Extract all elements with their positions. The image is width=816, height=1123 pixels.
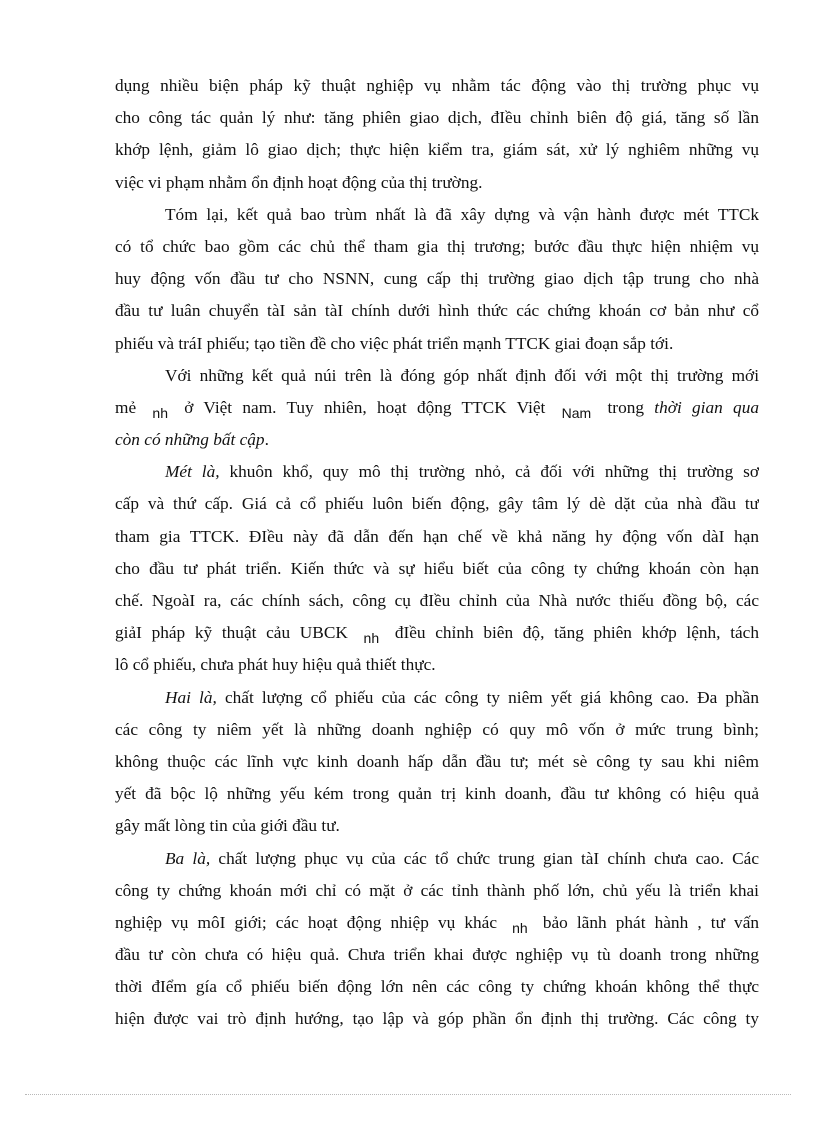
- text-line: [115, 553, 759, 585]
- text-run: đầu tư còn chưa có hiệu quả. Chưa triển khai được nghiệp vụ tù doanh trong những: [115, 945, 759, 965]
- text-run: chất lượng cổ phiếu của các công ty niêm yết giá không cao. Đa phần: [216, 687, 759, 707]
- lowered-fragment: nh: [152, 404, 168, 421]
- text-line: [115, 649, 759, 681]
- text-line: [115, 778, 759, 810]
- text-line: [115, 682, 759, 714]
- italic-run: Ba là,: [165, 848, 211, 868]
- text-run: cho đầu tư phát triển. Kiến thức và sự hiểu biết của công ty chứng khoán còn hạn: [115, 558, 759, 578]
- page-bottom-rule: [25, 1094, 791, 1095]
- text-line: [115, 295, 759, 327]
- lowered-fragment: nh: [363, 630, 380, 647]
- text-run: chế. NgoàI ra, các chính sách, công cụ đIều chỉnh của Nhà nước thiếu đồng bộ, các: [115, 591, 759, 610]
- text-run: cho công tác quản lý như: tăng phiên giao dịch, đIều chỉnh biên độ giá, tăng số lần: [115, 108, 759, 128]
- text-line: [115, 939, 759, 971]
- text-line: [115, 746, 759, 778]
- text-run: cấp và thứ cấp. Giá cả cổ phiếu luôn biến động, gây tâm lý dè dặt của nhà đầu tư: [115, 494, 759, 514]
- text-line: [115, 424, 759, 456]
- text-run: Tóm lại, kết quả bao trùm nhất là đã xây dựng và vận hành được mét TTCk: [165, 204, 759, 224]
- text-line: [115, 134, 759, 166]
- text-run: ở Việt nam. Tuy nhiên, hoạt động TTCK Việt: [173, 397, 556, 417]
- text-line: [115, 231, 759, 263]
- text-run: mẻ: [115, 397, 147, 417]
- text-run: yết đã bộc lộ những yếu kém trong quản trị kinh doanh, đầu tư không có hiệu quả: [115, 784, 759, 804]
- text-line: [115, 843, 759, 875]
- text-run: hiện được vai trò định hướng, tạo lập và góp phần ổn định thị trường. Các công ty: [115, 1009, 759, 1029]
- italic-run: thời gian qua: [654, 397, 759, 417]
- text-run: các công ty niêm yết là những doanh nghiệp có quy mô vốn ở mức trung bình;: [115, 719, 759, 739]
- text-run: giảI pháp kỹ thuật cảu UBCK: [115, 623, 358, 643]
- text-line: [115, 1003, 759, 1035]
- text-line: [115, 328, 759, 360]
- text-line: [115, 167, 759, 199]
- text-run: gây mất lòng tin của giới đầu tư.: [115, 816, 340, 836]
- text-line: [115, 263, 759, 295]
- text-line: [115, 488, 759, 520]
- text-run: việc vi phạm nhằm ổn định hoạt động của thị trường.: [115, 172, 483, 192]
- text-run: nghiệp vụ môI giới; các hoạt động nhiệp vụ khác: [115, 912, 507, 932]
- text-line: [115, 875, 759, 907]
- text-line: [115, 521, 759, 553]
- text-run: đIều chỉnh biên độ, tăng phiên khớp lệnh, tách: [385, 623, 759, 643]
- italic-run: Hai là,: [165, 687, 217, 707]
- text-run: phiếu và tráI phiếu; tạo tiền đề cho việc phát triển mạnh TTCK giai đoạn sắp tới.: [115, 333, 674, 353]
- text-line: [115, 360, 759, 392]
- text-run: Với những kết quả núi trên là đóng góp nhất định đối với một thị trường mới: [165, 365, 759, 385]
- text-line: [115, 585, 759, 617]
- text-line: [115, 456, 759, 488]
- text-run: tham gia TTCK. ĐIều này đã dẫn đến hạn chế về khả năng hy động vốn dàI hạn: [115, 526, 759, 546]
- text-line: [115, 971, 759, 1003]
- text-line: [115, 810, 759, 842]
- text-run: đầu tư luân chuyển tàI sản tàI chính dưới hình thức các chứng khoán cơ bản như cổ: [115, 301, 759, 321]
- italic-run: Mét là,: [165, 462, 220, 482]
- text-line: [115, 392, 759, 424]
- text-run: lô cổ phiếu, chưa phát huy hiệu quả thiết thực.: [115, 655, 436, 675]
- italic-run: còn có những bất cập: [115, 430, 265, 450]
- text-run: khớp lệnh, giảm lô giao dịch; thực hiện kiểm tra, giám sát, xử lý nghiêm những vụ: [115, 140, 759, 160]
- text-run: trong: [597, 397, 655, 417]
- body-text: [115, 70, 759, 1036]
- text-line: [115, 907, 759, 939]
- text-run: có tổ chức bao gồm các chủ thể tham gia thị trương; bước đầu thực hiện nhiệm vụ: [115, 236, 759, 256]
- text-run: không thuộc các lĩnh vực kinh doanh hấp dẫn đầu tư; mét sè công ty sau khi niêm: [115, 751, 759, 771]
- text-run: .: [264, 430, 269, 450]
- lowered-fragment: nh: [512, 919, 528, 936]
- text-run: huy động vốn đầu tư cho NSNN, cung cấp thị trường giao dịch tập trung cho nhà: [115, 269, 759, 289]
- lowered-fragment: Nam: [561, 404, 592, 421]
- text-line: [115, 199, 759, 231]
- text-run: thời đIểm gía cổ phiếu biến động lớn nên các công ty chứng khoán không thể thực: [115, 977, 759, 997]
- text-line: [115, 714, 759, 746]
- text-run: dụng nhiều biện pháp kỹ thuật nghiệp vụ nhằm tác động vào thị trường phục vụ: [115, 76, 759, 95]
- text-run: chất lượng phục vụ của các tổ chức trung gian tàI chính chưa cao. Các: [210, 848, 759, 868]
- text-line: [115, 70, 759, 102]
- text-line: [115, 102, 759, 134]
- text-run: bảo lãnh phát hành , tư vấn: [533, 912, 759, 932]
- text-line: [115, 617, 759, 649]
- text-run: công ty chứng khoán mới chỉ có mặt ở các tỉnh thành phố lớn, chủ yếu là triển khai: [115, 880, 759, 900]
- text-run: khuôn khổ, quy mô thị trường nhỏ, cả đối với những thị trường sơ: [219, 462, 759, 482]
